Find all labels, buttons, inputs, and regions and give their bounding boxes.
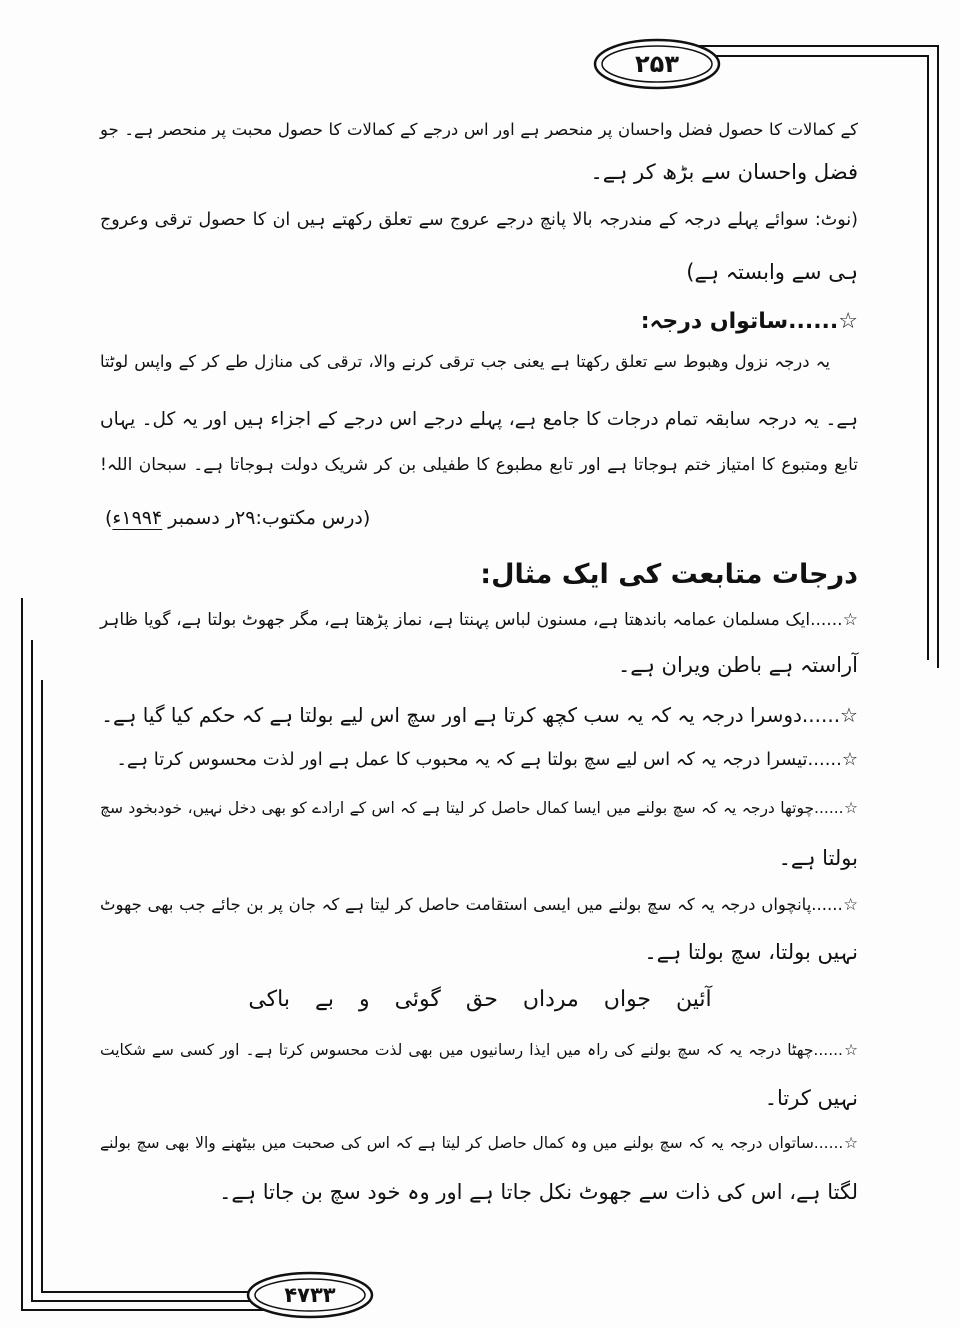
list-item-line: ☆......ایک مسلمان عمامہ باندھتا ہے، مسنون لباس پہنتا ہے، نماز پڑھتا ہے، مگر جھوٹ بولتا ہے، گویا ظاہر (100, 610, 858, 630)
body-line: تابع ومتبوع کا امتیاز ختم ہوجاتا ہے اور تابع مطبوع کا طفیلی بن کر شریک دولت ہوجاتا ہے۔ سبحان اللہ! (100, 455, 858, 475)
list-item-line: ☆......تیسرا درجہ یہ کہ اس لیے سچ بولتا ہے کہ یہ محبوب کا عمل ہے اور لذت محسوس کرتا ہے۔ (116, 749, 858, 770)
body-line: یہ درجہ نزول وھبوط سے تعلق رکھتا ہے یعنی جب ترقی کرنے والا، ترقی کی منازل طے کر کے واپس لوٹتا (100, 352, 830, 371)
list-item-line: نہیں کرتا۔ (764, 1086, 858, 1110)
list-item-line: نہیں بولتا، سچ بولتا ہے۔ (644, 940, 858, 964)
list-item-line: آراستہ ہے باطن ویران ہے۔ (617, 653, 858, 677)
body-line: کے کمالات کا حصول فضل واحسان پر منحصر ہے اور اس درجے کے کمالات کا حصول محبت پر منحصر ہے۔ جو (100, 120, 858, 139)
list-item-line: ☆......چوتھا درجہ یہ کہ سچ بولنے میں ایسا کمال حاصل کر لیتا ہے کہ اس کے ارادے کو بھی دخل نہیں، خودبخود سچ (100, 799, 858, 817)
source-label: (درس مکتوب:۲۹ر دسمبر (162, 507, 371, 529)
body-line: ہے۔ یہ درجہ سابقہ تمام درجات کا جامع ہے، پہلے درجے اس درجے کے اجزاء ہیں اور یہ کل۔ یہاں (100, 409, 858, 430)
verse-line: آئین جواں مرداں حق گوئی و بے باکی (248, 987, 712, 1012)
list-item-line: ☆......پانچواں درجہ یہ کہ سچ بولنے میں ایسی استقامت حاصل کر لیتا ہے کہ جان پر بن جائے جب بھی جھوٹ (100, 895, 858, 914)
source-citation (105, 496, 370, 540)
page-number-top: ۲۵۳ (635, 50, 679, 78)
section-subheading: ☆......ساتواں درجہ: (640, 309, 858, 334)
list-item-line: لگتا ہے، اس کی ذات سے جھوٹ نکل جاتا ہے اور وہ خود سچ بن جاتا ہے۔ (219, 1180, 858, 1204)
list-item-line: ☆......چھٹا درجہ یہ کہ سچ بولنے کی راہ میں ایذا رسانیوں میں بھی لذت محسوس کرتا ہے۔ اور کسی سے شکایت (100, 1041, 858, 1059)
note-line: ہی سے وابستہ ہے) (686, 260, 858, 284)
note-line: (نوٹ: سوائے پہلے درجہ کے مندرجہ بالا پانچ درجے عروج سے تعلق رکھتے ہیں ان کا حصول ترقی وعروج (100, 210, 858, 230)
section-heading: درجات متابعت کی ایک مثال: (480, 559, 858, 590)
page-number-bottom: ۴۷۳۳ (284, 1283, 336, 1307)
list-item-line: ☆......ساتواں درجہ یہ کہ سچ بولنے میں وہ کمال حاصل کر لیتا ہے کہ اس کی صحبت میں بیٹھنے والا بھی سچ بولنے (100, 1134, 858, 1152)
body-line: فضل واحسان سے بڑھ کر ہے۔ (590, 160, 858, 184)
source-close: ) (105, 507, 113, 529)
source-date: ۱۹۹۴ء (112, 507, 163, 529)
list-item-line: ☆......دوسرا درجہ یہ کہ یہ سب کچھ کرتا ہے اور سچ اس لیے بولتا ہے کہ حکم کیا گیا ہے۔ (101, 703, 858, 727)
list-item-line: بولتا ہے۔ (778, 846, 858, 870)
